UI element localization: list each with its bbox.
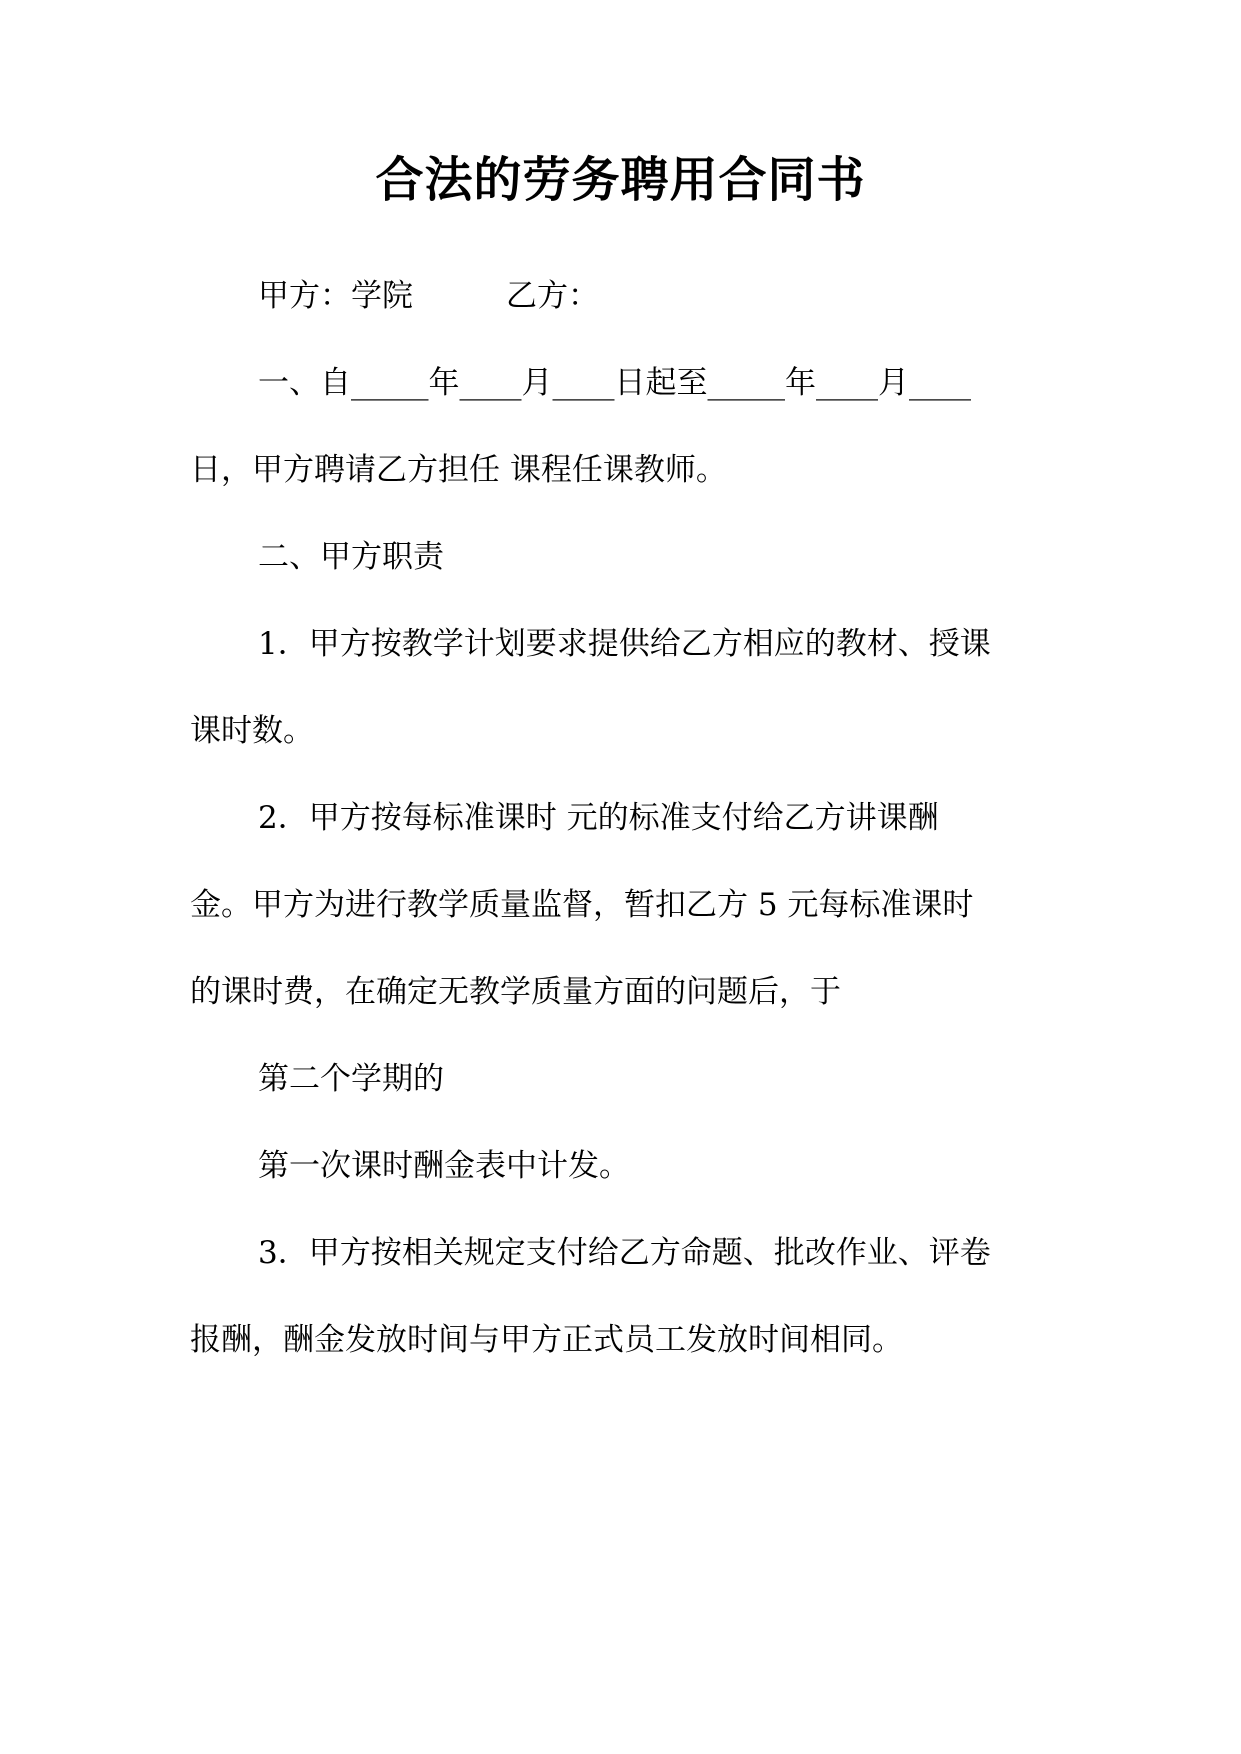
duty-3-line-2: 报酬，酬金发放时间与甲方正式员工发放时间相同。 — [190, 1322, 903, 1358]
duty-1-line-1: 1．甲方按教学计划要求提供给乙方相应的教材、授课 — [258, 626, 991, 662]
duty-2-line-5: 第一次课时酬金表中计发。 — [258, 1148, 630, 1184]
term-clause-line-2: 日，甲方聘请乙方担任 课程任课教师。 — [190, 452, 727, 488]
duty-2-line-1: 2．甲方按每标准课时 元的标准支付给乙方讲课酬 — [258, 800, 939, 836]
section-heading-party-a-duties: 二、甲方职责 — [258, 539, 444, 575]
parties-line: 甲方：学院 乙方： — [258, 278, 599, 314]
document-title: 合法的劳务聘用合同书 — [375, 152, 866, 208]
duty-3-line-1: 3．甲方按相关规定支付给乙方命题、批改作业、评卷 — [258, 1235, 991, 1271]
duty-1-line-2: 课时数。 — [190, 713, 314, 749]
term-clause-line-1: 一、自_____年____月____日起至_____年____月____ — [258, 365, 971, 401]
duty-2-line-3: 的课时费，在确定无教学质量方面的问题后，于 — [190, 974, 841, 1010]
duty-2-line-4: 第二个学期的 — [258, 1061, 444, 1097]
duty-2-line-2: 金。甲方为进行教学质量监督，暂扣乙方 5 元每标准课时 — [190, 887, 974, 923]
